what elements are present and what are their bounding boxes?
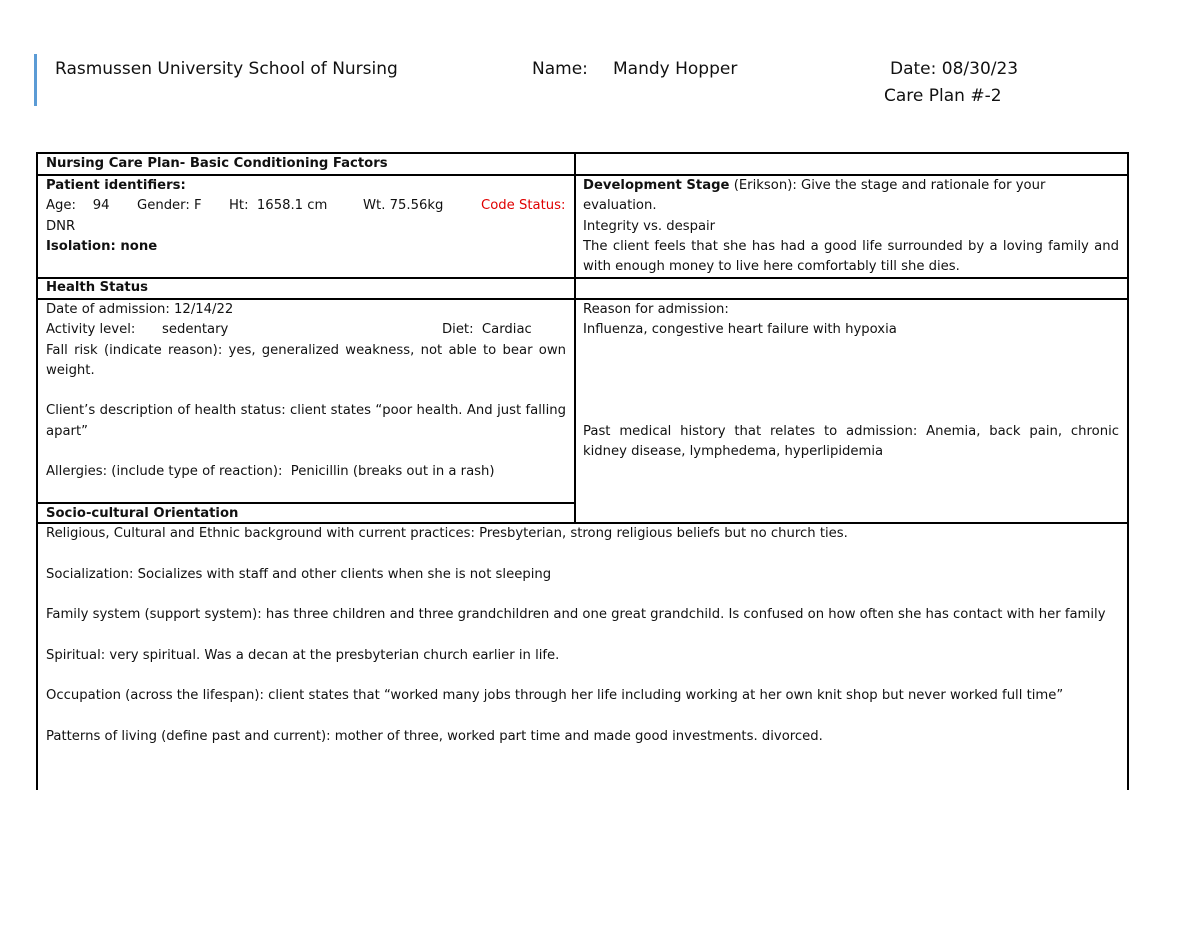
development-rationale: The client feels that she has had a good life surrounded by a loving family and with enough money to live here comfortably till she dies. [583, 238, 1119, 275]
patient-identifiers-label: Patient identifiers: [46, 178, 186, 193]
health-status-cell [46, 300, 566, 483]
spacer [46, 381, 566, 401]
allergies: Allergies: (include type of reaction): Penicillin (breaks out in a rash) [46, 464, 495, 480]
spacer [46, 544, 1118, 564]
name-label: Name: [532, 59, 588, 79]
reason-for-admission-label: Reason for admission: [583, 302, 729, 317]
development-stage-value: Integrity vs. despair [583, 218, 716, 234]
patient-identifiers-cell [46, 176, 568, 257]
table-border-right [1127, 152, 1129, 790]
reason-for-admission: Influenza, congestive heart failure with hypoxia [583, 322, 897, 338]
admission-date: Date of admission: 12/14/22 [46, 302, 234, 317]
spacer [46, 707, 1118, 727]
spacer [46, 625, 1118, 645]
patterns-of-living: Patterns of living (define past and current): mother of three, worked part time and made good investments. divorced. [46, 728, 823, 744]
religious-background: Religious, Cultural and Ethnic background with current practices: Presbyterian, strong religious beliefs but no church ties. [46, 526, 848, 541]
student-name: Mandy Hopper [613, 59, 738, 79]
spacer [46, 666, 1118, 686]
development-stage-cell [583, 176, 1119, 277]
socio-cultural-title: Socio-cultural Orientation [46, 506, 239, 521]
spiritual: Spiritual: very spiritual. Was a decan at the presbyterian church earlier in life. [46, 647, 560, 663]
erikson-label: (Erikson): [729, 178, 797, 193]
activity-level-label: Activity level: [46, 322, 136, 338]
development-prompt: Give the stage and rationale for your evaluation. [583, 178, 1046, 214]
spacer [46, 442, 566, 462]
code-status: DNR [46, 218, 76, 234]
family-system: Family system (support system): has three children and three grandchildren and one great grandchild. Is confused on how often she has contact with her family [46, 607, 1106, 623]
socialization: Socialization: Socializes with staff and other clients when she is not sleeping [46, 566, 552, 582]
table-divider-center [574, 152, 576, 524]
table-border-left [36, 152, 38, 790]
health-status-title: Health Status [46, 280, 148, 295]
fall-risk: Fall risk (indicate reason): yes, generalized weakness, not able to bear own weight. [46, 342, 566, 378]
age: Age: 94 [46, 198, 110, 214]
isolation: Isolation: none [46, 238, 158, 254]
socio-cultural-cell [46, 524, 1118, 747]
school-name: Rasmussen University School of Nursing [55, 59, 398, 79]
identifiers-row [46, 196, 568, 216]
header-accent-bar [34, 54, 37, 106]
code-status-label: Code Status: [481, 198, 566, 214]
spacer [46, 585, 1118, 605]
diet: Diet: Cardiac [442, 322, 532, 338]
basic-factors-title: Nursing Care Plan- Basic Conditioning Factors [46, 156, 388, 171]
past-medical-history: Past medical history that relates to admission: Anemia, back pain, chronic kidney disease, lymphedema, hyperlipidemia [583, 424, 1119, 460]
height: Ht: 1658.1 cm [229, 198, 328, 214]
weight: Wt. 75.56kg [363, 198, 444, 214]
care-plan-number: Care Plan #-2 [884, 86, 1002, 106]
occupation: Occupation (across the lifespan): client states that “worked many jobs through her life including working at her own knit shop but never worked full time” [46, 688, 1064, 704]
development-stage-label: Development Stage [583, 178, 730, 193]
development-stage-heading [583, 176, 1119, 217]
date-label: Date: 08/30/23 [890, 59, 1019, 79]
gender: Gender: F [137, 198, 202, 214]
admission-cell [583, 300, 1119, 341]
activity-row [46, 320, 566, 340]
activity-level-value: sedentary [162, 322, 229, 338]
health-description: Client’s description of health status: client states “poor health. And just falling apart” [46, 403, 566, 439]
